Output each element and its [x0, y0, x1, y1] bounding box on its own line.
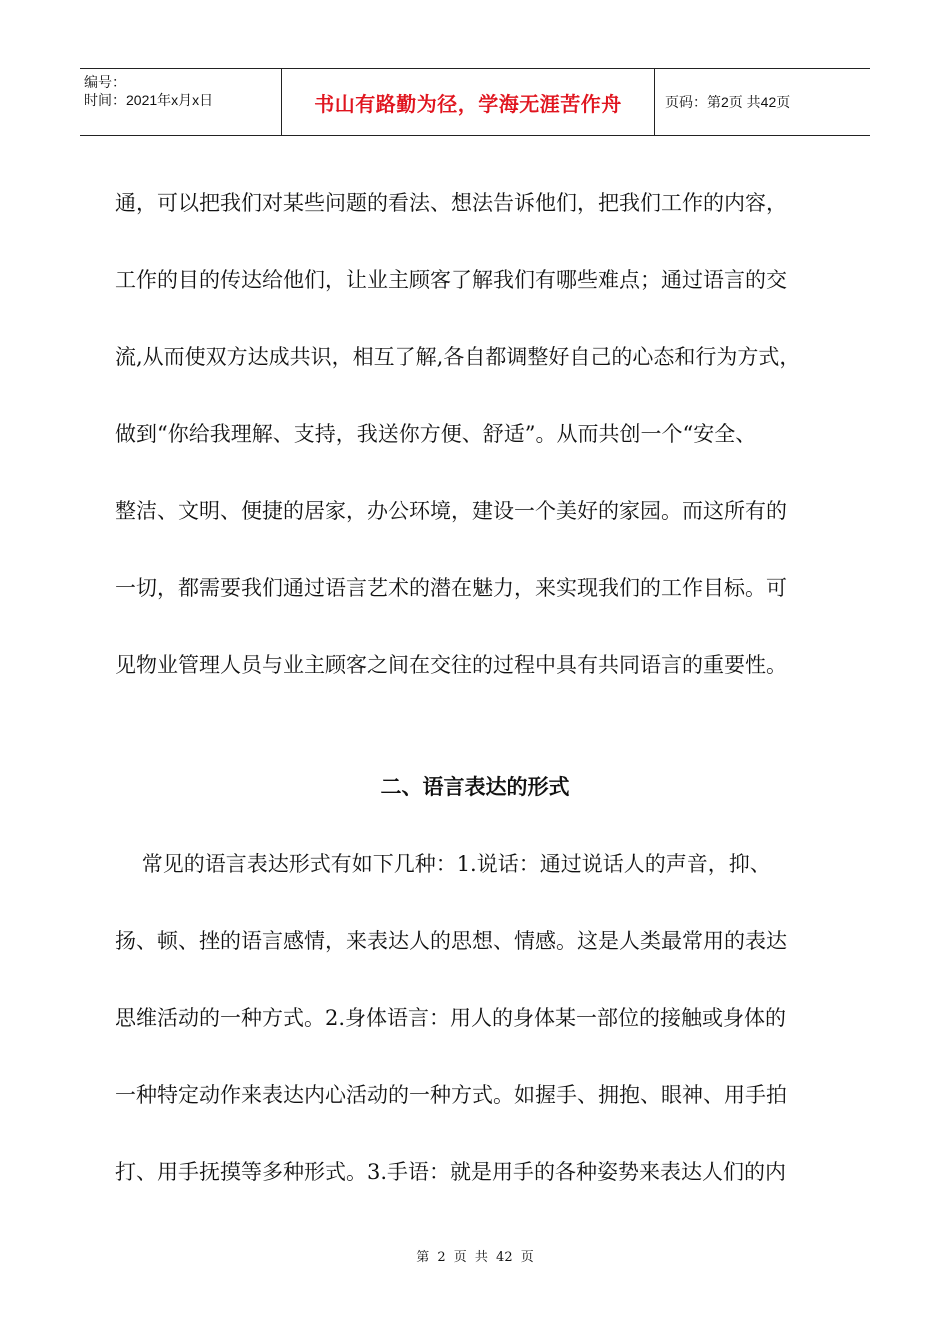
document-body — [115, 165, 835, 1211]
document-header — [80, 68, 870, 136]
text-line: 见物业管理人员与业主顾客之间在交往的过程中具有共同语言的重要性。 — [115, 653, 787, 677]
text-line: 工作的目的传达给他们，让业主顾客了解我们有哪些难点；通过语言的交 — [115, 268, 787, 292]
paragraph-2 — [115, 826, 835, 1211]
section-title: 二、语言表达的形式 — [380, 775, 570, 799]
motto: 书山有路勤为径，学海无涯苦作舟 — [314, 91, 622, 116]
page-info: 页码：第2页 共42页 — [665, 94, 791, 110]
text-line: 常见的语言表达形式有如下几种：1.说话：通过说话人的声音，抑、 — [115, 852, 771, 876]
header-page-cell — [655, 69, 870, 135]
paragraph-1 — [115, 165, 835, 704]
text-line: 流,从而使双方达成共识，相互了解,各自都调整好自己的心态和行为方式， — [115, 345, 801, 369]
text-line: 思维活动的一种方式。2.身体语言：用人的身体某一部位的接触或身体的 — [115, 1006, 787, 1030]
text-line: 一切，都需要我们通过语言艺术的潜在魅力，来实现我们的工作目标。可 — [115, 576, 787, 600]
page-footer: 第 2 页 共 42 页 — [416, 1250, 534, 1265]
text-line: 一种特定动作来表达内心活动的一种方式。如握手、拥抱、眼神、用手拍 — [115, 1083, 787, 1107]
section-gap — [115, 704, 835, 749]
number-label: 编号： — [84, 74, 126, 90]
date-label: 时间：2021年x月x日 — [84, 92, 214, 108]
header-motto-cell — [282, 69, 655, 135]
text-line: 通，可以把我们对某些问题的看法、想法告诉他们，把我们工作的内容， — [115, 191, 787, 215]
text-line: 做到“你给我理解、支持，我送你方便、舒适”。从而共创一个“安全、 — [115, 422, 757, 446]
text-line: 整洁、文明、便捷的居家，办公环境，建设一个美好的家园。而这所有的 — [115, 499, 787, 523]
text-line: 扬、顿、挫的语言感情，来表达人的思想、情感。这是人类最常用的表达 — [115, 929, 787, 953]
header-meta — [80, 69, 282, 135]
text-line: 打、用手抚摸等多种形式。3.手语：就是用手的各种姿势来表达人们的内 — [115, 1160, 787, 1184]
